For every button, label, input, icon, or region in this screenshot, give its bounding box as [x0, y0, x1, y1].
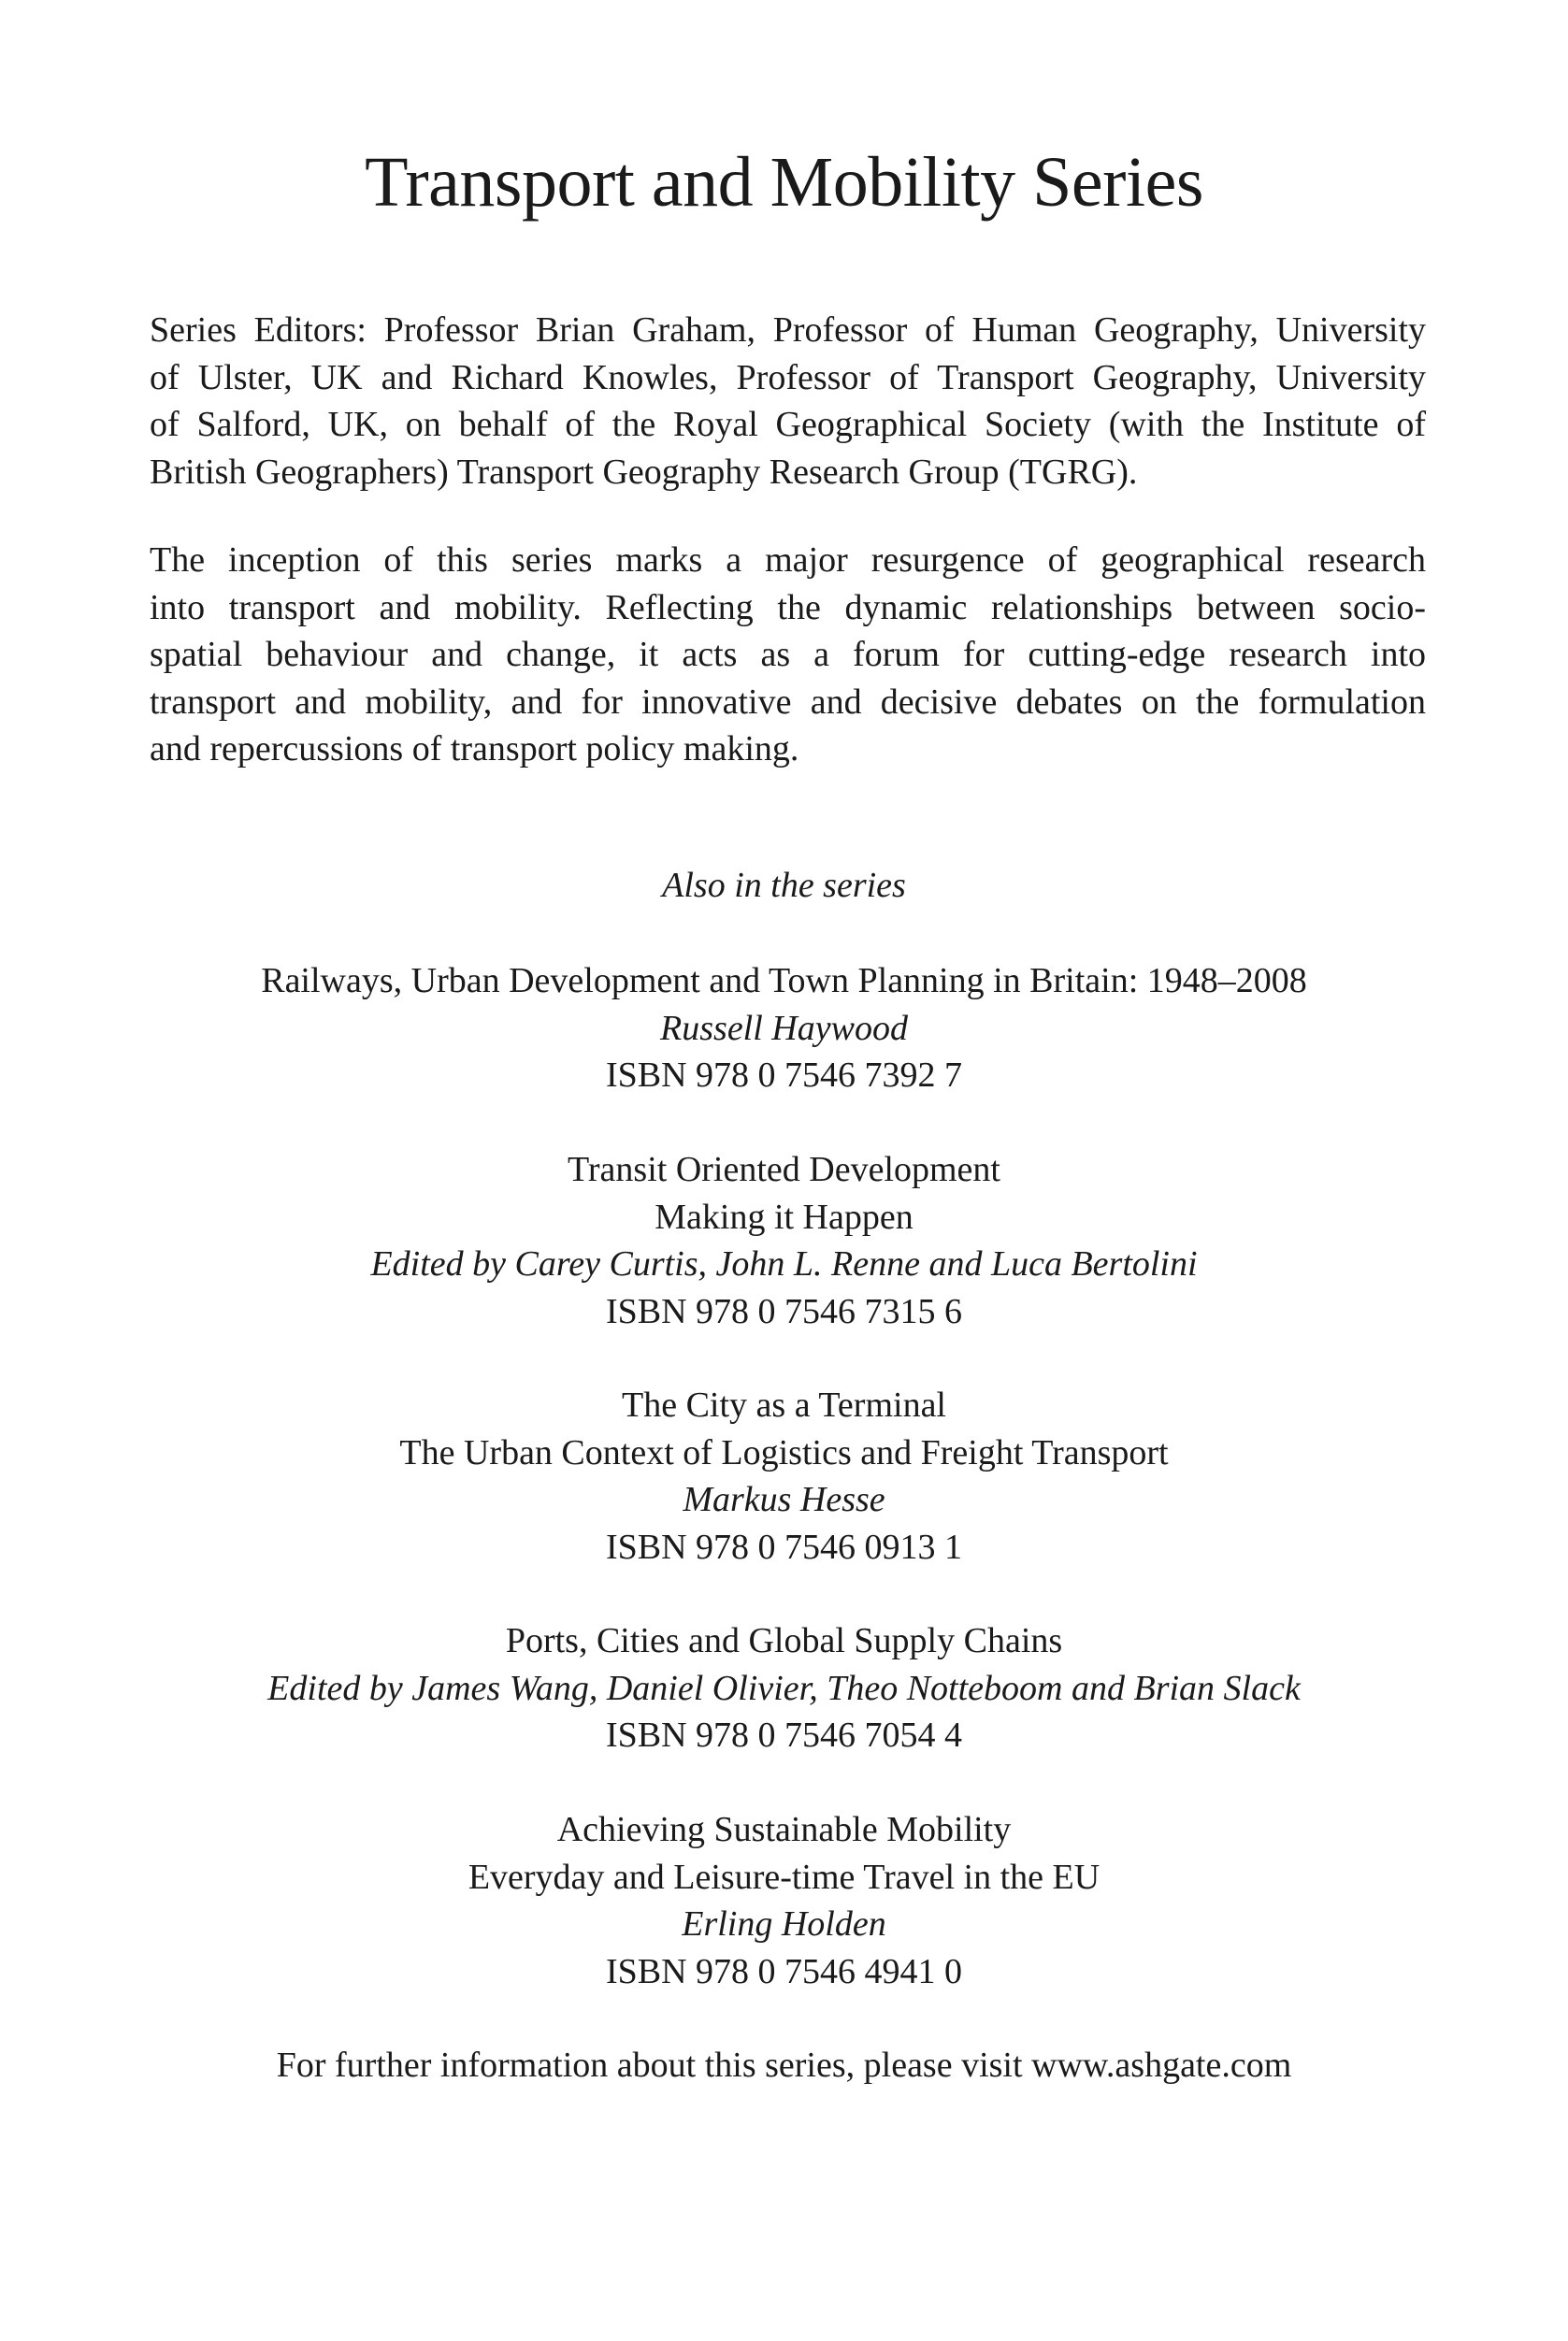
series-editors-paragraph — [150, 307, 1426, 495]
book-author: Markus Hesse — [683, 1480, 885, 1519]
book-isbn: ISBN 978 0 7546 7392 7 — [605, 1056, 963, 1095]
book-entry — [0, 1146, 1568, 1335]
book-author: Erling Holden — [682, 1904, 886, 1944]
paragraph-line: into transport and mobility. Reflecting the dynamic relationships between socio- — [150, 587, 1426, 627]
further-info-footer: For further information about this series, please visit www.ashgate.com — [276, 2046, 1292, 2085]
book-entry — [0, 1806, 1568, 1995]
book-subtitle: Making it Happen — [655, 1197, 913, 1237]
book-author: Edited by James Wang, Daniel Olivier, Theo Notteboom and Brian Slack — [267, 1668, 1301, 1708]
book-title: The City as a Terminal — [622, 1386, 946, 1425]
series-description-paragraph — [150, 537, 1426, 773]
book-title: Transit Oriented Development — [568, 1150, 1000, 1189]
paragraph-line: transport and mobility, and for innovative and decisive debates on the formulation — [150, 682, 1426, 722]
paragraph-line: of Salford, UK, on behalf of the Royal Geographical Society (with the Institute of — [150, 405, 1426, 444]
book-title: Ports, Cities and Global Supply Chains — [505, 1621, 1063, 1660]
paragraph-line: The inception of this series marks a major resurgence of geographical research — [150, 540, 1426, 580]
book-title: Achieving Sustainable Mobility — [556, 1810, 1012, 1849]
book-author: Edited by Carey Curtis, John L. Renne and Luca Bertolini — [370, 1244, 1198, 1284]
book-isbn: ISBN 978 0 7546 4941 0 — [605, 1951, 963, 1991]
book-entry — [0, 1382, 1568, 1571]
book-isbn: ISBN 978 0 7546 7315 6 — [605, 1291, 963, 1331]
also-in-series-heading: Also in the series — [662, 866, 906, 905]
book-title: Railways, Urban Development and Town Planning in Britain: 1948–2008 — [261, 961, 1307, 1000]
book-isbn: ISBN 978 0 7546 0913 1 — [605, 1527, 963, 1567]
book-author: Russell Haywood — [660, 1008, 908, 1048]
series-title: Transport and Mobility Series — [365, 143, 1203, 222]
book-entry — [0, 957, 1568, 1099]
paragraph-line: Series Editors: Professor Brian Graham, Professor of Human Geography, University — [150, 310, 1426, 350]
paragraph-line: British Geographers) Transport Geography Research Group (TGRG). — [150, 452, 1138, 492]
book-isbn: ISBN 978 0 7546 7054 4 — [605, 1716, 963, 1755]
book-subtitle: The Urban Context of Logistics and Freight Transport — [399, 1432, 1169, 1472]
paragraph-line: and repercussions of transport policy making. — [150, 729, 799, 768]
book-subtitle: Everyday and Leisure-time Travel in the EU — [468, 1857, 1100, 1897]
paragraph-line: of Ulster, UK and Richard Knowles, Professor of Transport Geography, University — [150, 357, 1426, 397]
book-entry — [0, 1617, 1568, 1759]
paragraph-line: spatial behaviour and change, it acts as a forum for cutting-edge research into — [150, 635, 1426, 674]
